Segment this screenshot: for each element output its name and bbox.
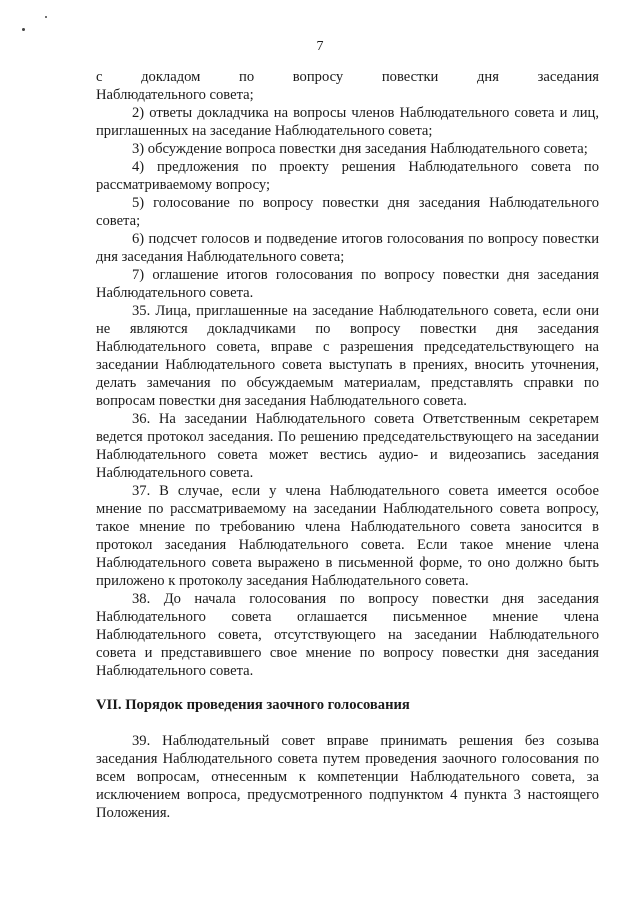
document-body [96, 68, 599, 822]
section-heading: VII. Порядок проведения заочного голосования [96, 697, 410, 713]
scan-speck [45, 16, 47, 18]
paragraph-item-4: 4) предложения по проекту решения Наблюдательного совета по рассматриваемому вопросу; [96, 159, 599, 193]
paragraph-item-6: 6) подсчет голосов и подведение итогов голосования по вопросу повестки дня заседания Наблюдательного совета; [96, 231, 599, 265]
paragraph-38: 38. До начала голосования по вопросу повестки дня заседания Наблюдательного совета оглашается письменное мнение члена Наблюдательного совета, отсутствующего на заседании Наблюдательного совета и представившего свое мнение по вопросу повестки дня заседания Наблюдательного совета. [96, 591, 599, 679]
paragraph-intro-line: с докладом по вопросу повестки дня заседания [96, 69, 599, 85]
paragraph-35: 35. Лица, приглашенные на заседание Наблюдательного совета, если они не являются докладчиками по вопросу повестки дня заседания Наблюдательного совета, вправе с разрешения председательствующего на заседании Наблюдательного совета выступать в прениях, вносить уточнения, делать замечания по обсуждаемым материалам, представлять справки по вопросам повестки дня заседания Наблюдательного совета. [96, 303, 599, 409]
paragraph-36: 36. На заседании Наблюдательного совета Ответственным секретарем ведется протокол заседания. По решению председательствующего на заседании Наблюдательного совета может вестись аудио- и видеозапись заседания Наблюдательного совета. [96, 411, 599, 481]
paragraph-item-5: 5) голосование по вопросу повестки дня заседания Наблюдательного совета; [96, 195, 599, 229]
page-number: 7 [316, 39, 324, 54]
paragraph-item-3: 3) обсуждение вопроса повестки дня заседания Наблюдательного совета; [132, 141, 588, 157]
paragraph-item-7: 7) оглашение итогов голосования по вопросу повестки дня заседания Наблюдательного совета. [96, 267, 599, 301]
paragraph-item-2: 2) ответы докладчика на вопросы членов Наблюдательного совета и лиц, приглашенных на заседание Наблюдательного совета; [96, 105, 599, 139]
paragraph-37: 37. В случае, если у члена Наблюдательного совета имеется особое мнение по рассматриваемому на заседании Наблюдательного совета вопросу, такое мнение по требованию члена Наблюдательного совета заносится в протокол заседания Наблюдательного совета. Если такое мнение члена Наблюдательного совета выражено в письменной форме, то оно должно быть приложено к протоколу заседания Наблюдательного совета. [96, 483, 599, 589]
paragraph-intro-end: Наблюдательного совета; [96, 87, 254, 103]
scan-speck [22, 28, 25, 31]
paragraph-39: 39. Наблюдательный совет вправе принимать решения без созыва заседания Наблюдательного совета путем проведения заочного голосования по всем вопросам, отнесенным к компетенции Наблюдательного совета, за исключением вопроса, предусмотренного подпунктом 4 пункта 3 настоящего Положения. [96, 733, 599, 821]
